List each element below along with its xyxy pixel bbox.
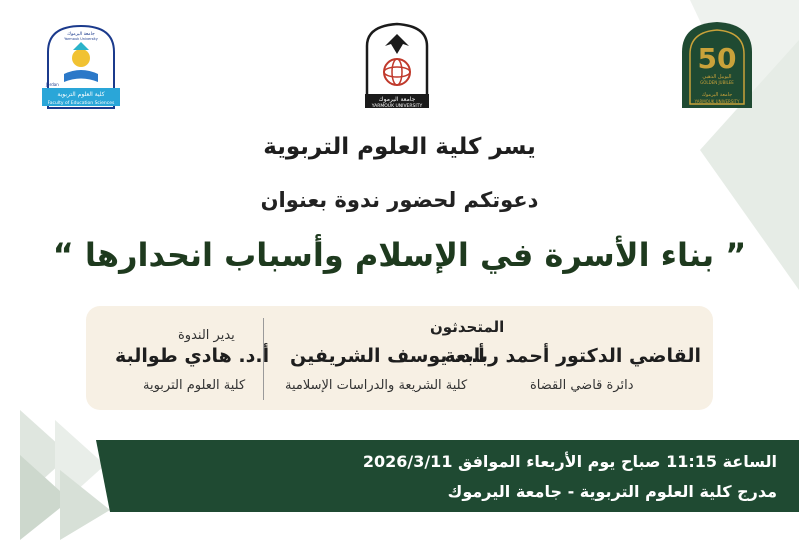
- moderator-heading: يدير الندوة: [178, 328, 235, 343]
- jubilee-name-en: YARMOUK UNIVERSITY: [694, 99, 740, 104]
- invitation-intro: يسر كلية العلوم التربوية: [263, 134, 536, 160]
- seminar-title: ” بناء الأسرة في الإسلام وأسباب انحدارها “: [52, 236, 747, 274]
- university-logo-name-en: YARMOUK UNIVERSITY: [371, 104, 423, 109]
- university-logo-name-ar: جامعة اليرموك: [378, 96, 416, 103]
- faculty-logo-side: Jordan: [46, 82, 59, 87]
- jubilee-name-ar: جامعة اليرموك: [701, 92, 733, 98]
- faculty-logo: [40, 22, 122, 114]
- event-time: الساعة 11:15 صباح يوم الأربعاء الموافق 2026/3/11: [362, 452, 777, 471]
- invitation-subtitle: دعوتكم لحضور ندوة بعنوان: [260, 188, 539, 212]
- speaker-1-affiliation: دائرة قاضي القضاة: [530, 378, 634, 393]
- event-location: مدرج كلية العلوم التربوية - جامعة اليرموك: [447, 482, 777, 501]
- moderator-name: أ.د. هادي طوالبة: [115, 345, 270, 367]
- speaker-2-name: أ.د. يوسف الشريفين: [290, 345, 485, 367]
- faculty-logo-name-en: Faculty of Education Sciences: [47, 101, 115, 106]
- faculty-logo-top: جامعة اليرموك: [67, 32, 95, 37]
- speaker-2-affiliation: كلية الشريعة والدراسات الإسلامية: [285, 378, 468, 393]
- speaker-1-name: القاضي الدكتور أحمد ربابعة: [444, 345, 701, 367]
- faculty-logo-top-sub: Yarmouk University: [64, 37, 98, 41]
- jubilee-number: 50: [697, 42, 737, 75]
- details-banner: [110, 440, 799, 512]
- faculty-logo-name-ar: كلية العلوم التربوية: [57, 91, 105, 98]
- jubilee-label-ar: اليوبيل الذهبي: [702, 74, 732, 80]
- speakers-heading: المتحدثون: [430, 318, 505, 336]
- jubilee-logo: [676, 20, 758, 112]
- university-logo: [357, 20, 437, 112]
- banner-notch: [96, 440, 110, 512]
- jubilee-label-en: GOLDEN JUBILEE: [700, 80, 734, 85]
- moderator-affiliation: كلية العلوم التربوية: [143, 378, 246, 393]
